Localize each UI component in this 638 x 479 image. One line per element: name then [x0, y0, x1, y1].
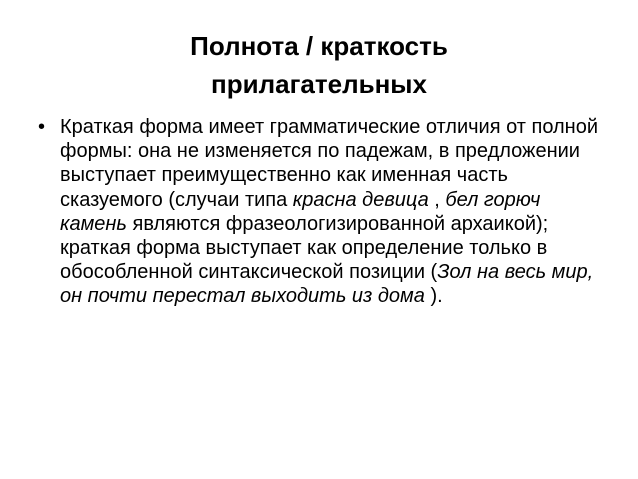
slide-title-line-2: прилагательных [211, 69, 427, 99]
bullet-dot-icon: • [38, 116, 46, 138]
bullet-list [30, 115, 610, 309]
bullet-text-part-4: ). [424, 285, 443, 308]
example-bel-goryuch-kamen: бел горюч камень [60, 188, 541, 235]
slide-title [40, 27, 598, 103]
slide-title-line-1: Полнота / краткость [190, 31, 448, 61]
bullet-text-part-1: Краткая форма имеет грамматические отличия от полной формы: она не изменяется по падежам, в предложении выступает преимущественно как именная часть сказуемого (случаи типа [60, 116, 599, 211]
bullet-text-part-2: , [428, 188, 446, 211]
example-zol-na-ves-mir: Зол на весь мир, он почти перестал выходить из дома [60, 261, 594, 308]
bullet-item [30, 115, 610, 309]
example-krasna-devitsa: красна девица [292, 188, 429, 211]
bullet-text-part-3: являются фразеологизированной архаикой); краткая форма выступает как определение только в обособленной синтаксической позиции ( [60, 212, 549, 284]
